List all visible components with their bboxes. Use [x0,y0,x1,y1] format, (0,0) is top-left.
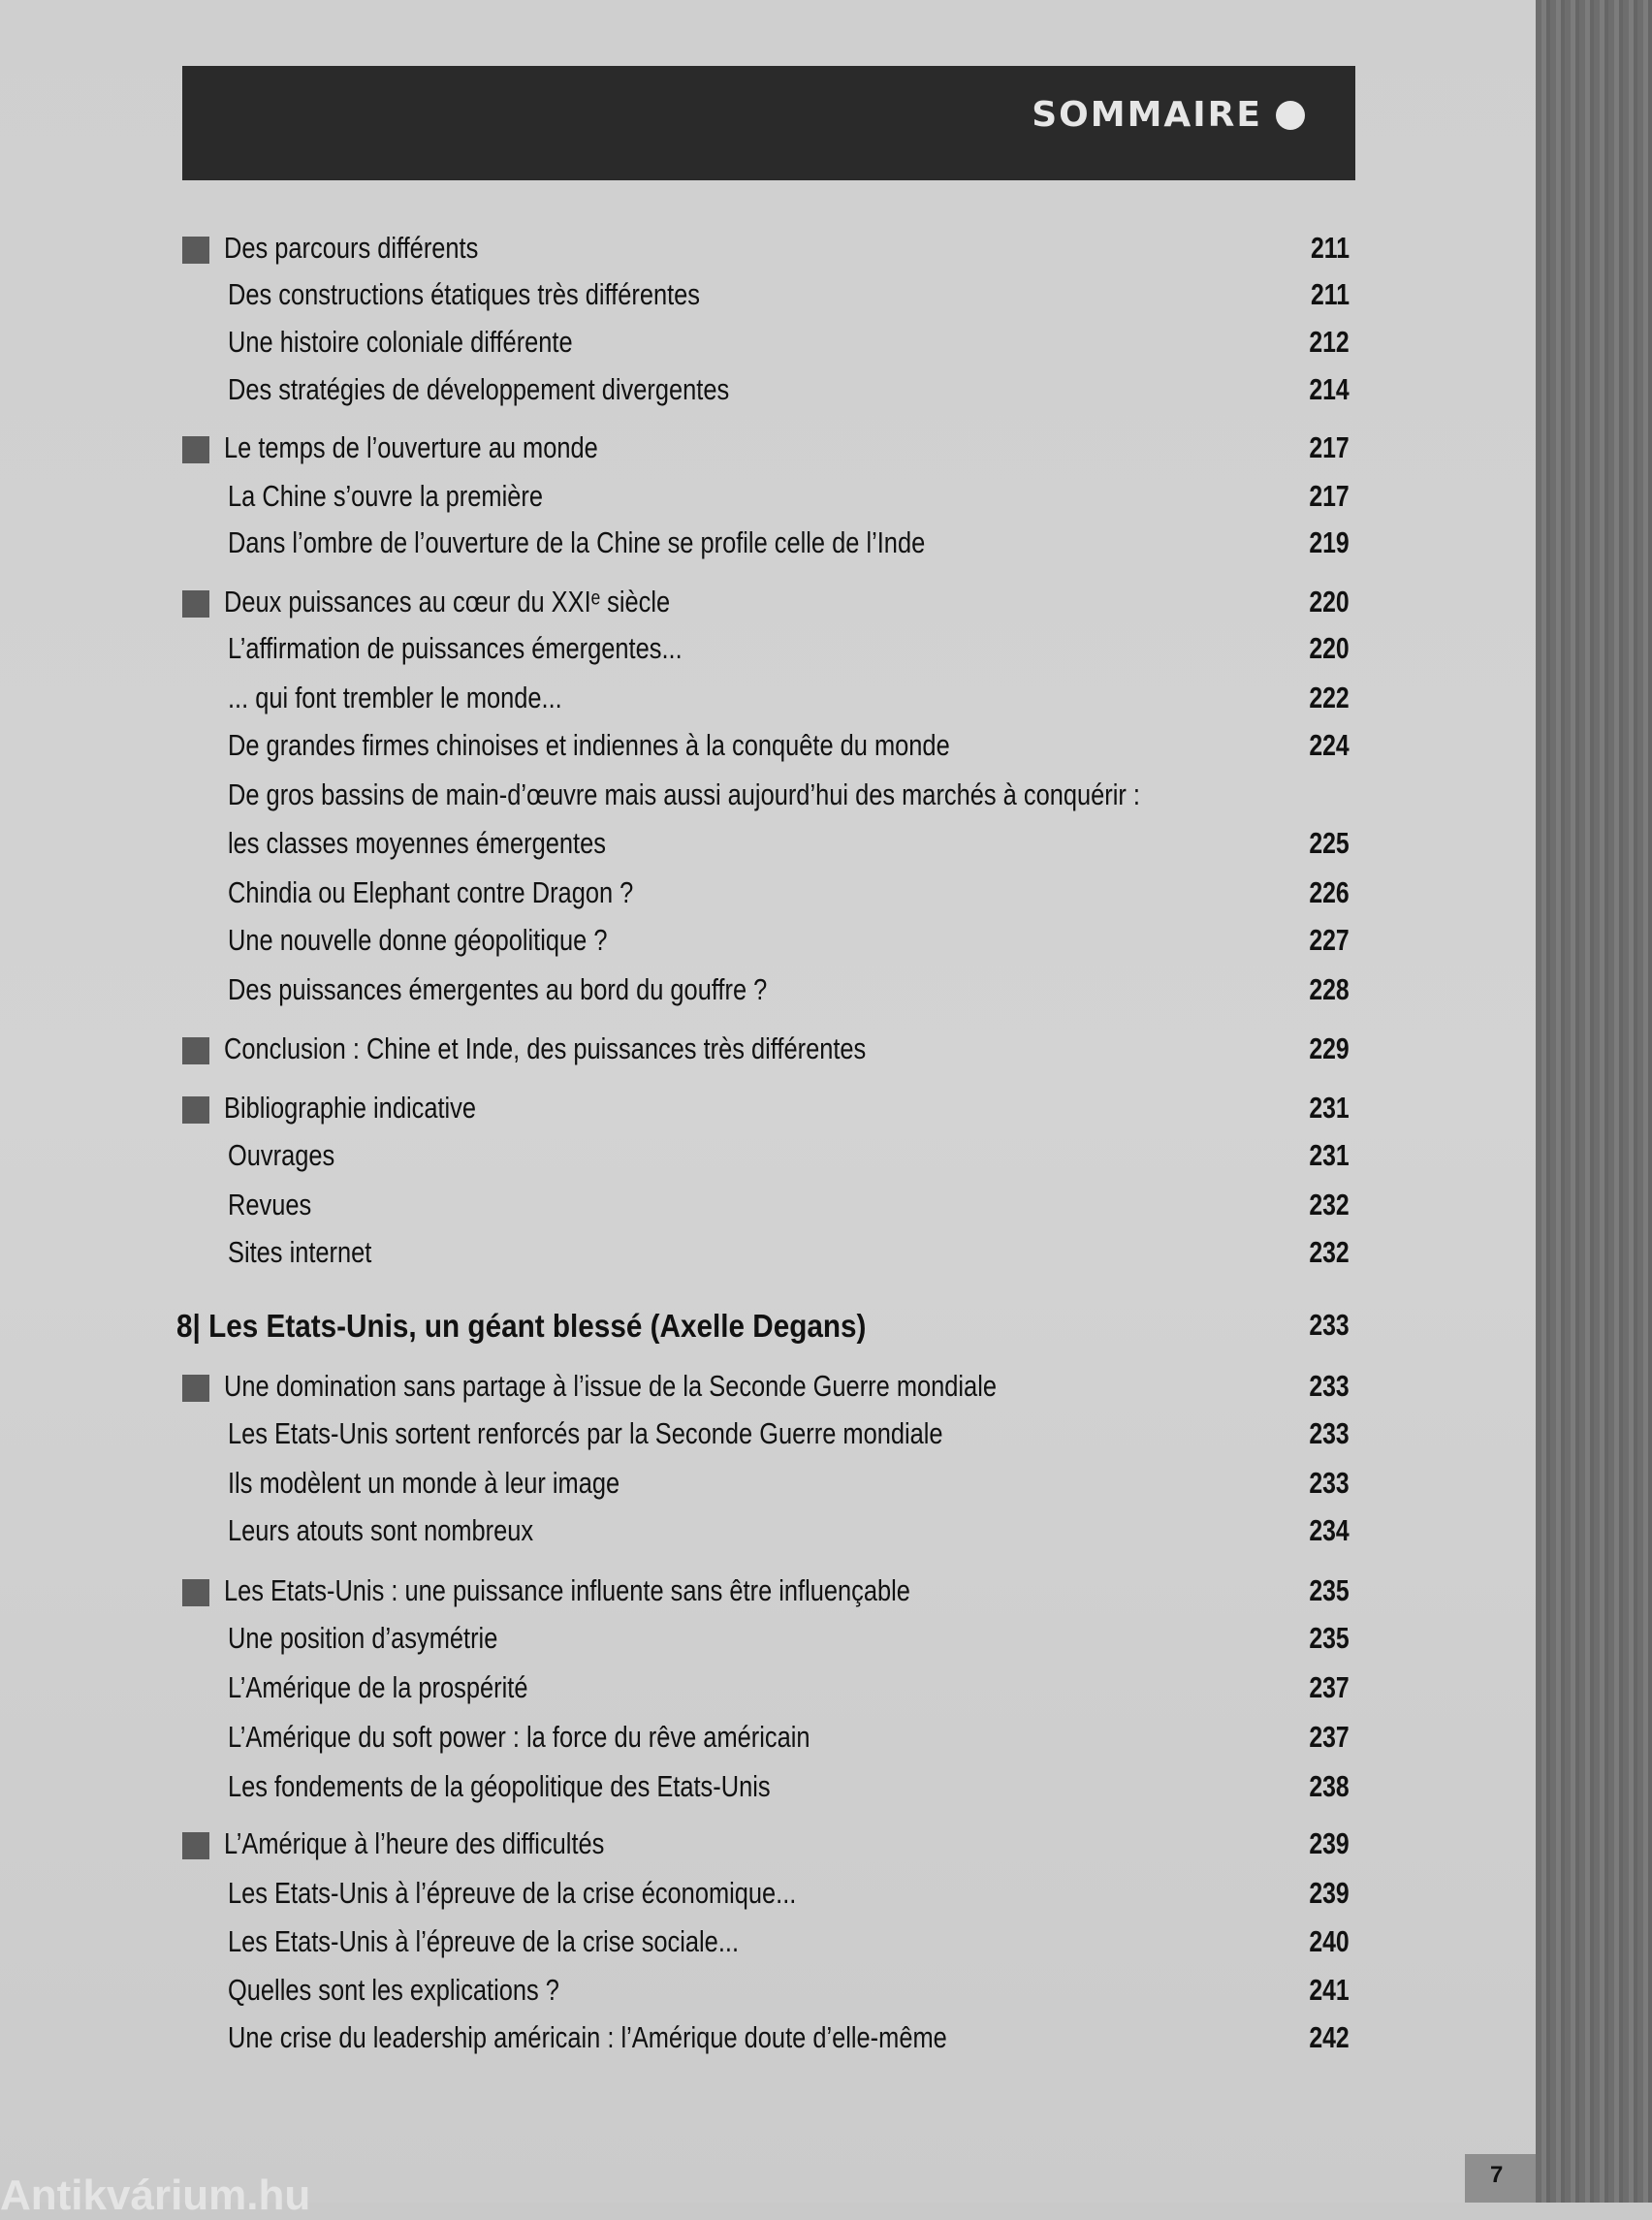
toc-entry-page: 242 [1309,2019,1350,2054]
toc-entry-item [0,1233,1536,1276]
toc-entry-page: 233 [1309,1465,1350,1500]
toc-entry-title: Des parcours différents [224,230,479,265]
toc-entry-page: 217 [1309,429,1350,464]
toc-entry-page: 237 [1309,1719,1350,1754]
toc-entry-item [0,275,1536,318]
toc-entry-section [0,229,1536,271]
toc-entry-page: 233 [1309,1415,1350,1450]
toc-entry-title: 8| Les Etats-Unis, un géant blessé (Axelle Degans) [176,1308,867,1345]
toc-entry-item [0,1874,1536,1917]
toc-entry-title: Quelles sont les explications ? [228,1972,559,2007]
toc-entry-page: 214 [1309,372,1350,407]
toc-entry-item [0,629,1536,672]
toc-entry-section [0,1824,1536,1867]
toc-entry-section [0,1030,1536,1072]
toc-entry-item [0,370,1536,413]
watermark: Antikvárium.hu [0,2172,311,2219]
toc-entry-page: 235 [1309,1573,1350,1608]
toc-entry-item [0,726,1536,769]
toc-entry-item [0,970,1536,1013]
toc-entry-title: La Chine s’ouvre la première [228,479,543,514]
page-number-box [1465,2154,1536,2203]
toc-entry-title: Revues [228,1187,312,1221]
toc-entry-item [0,921,1536,964]
toc-entry-page: 241 [1309,1972,1350,2007]
square-bullet-icon [182,1832,209,1859]
toc-entry-item [0,1619,1536,1662]
toc-entry-title: Ouvrages [228,1137,335,1172]
toc-entry-item [0,776,1536,818]
toc-entry-title: Les Etats-Unis : une puissance influente sans être influençable [224,1573,910,1608]
toc-entry-page: 233 [1309,1368,1350,1403]
toc-entry-page: 219 [1309,525,1350,560]
toc-entry-title: Une position d’asymétrie [228,1621,498,1656]
toc-entry-page: 224 [1309,727,1350,762]
toc-entry-item [0,477,1536,520]
square-bullet-icon [182,1375,209,1402]
square-bullet-icon [182,436,209,463]
toc-entry-title: L’Amérique de la prospérité [228,1670,528,1705]
toc-entry-title: Une nouvelle donne géopolitique ? [228,923,608,958]
toc-entry-title: Les Etats-Unis à l’épreuve de la crise économique... [228,1875,797,1910]
toc-entry-item [0,873,1536,916]
toc-entry-title: Conclusion : Chine et Inde, des puissances très différentes [224,1031,867,1065]
square-bullet-icon [182,590,209,618]
toc-entry-page: 239 [1309,1825,1350,1860]
square-bullet-icon [182,237,209,264]
toc-entry-page: 231 [1309,1137,1350,1172]
toc-entry-title: Les Etats-Unis à l’épreuve de la crise sociale... [228,1924,740,1959]
toc-entry-title: Une domination sans partage à l’issue de la Seconde Guerre mondiale [224,1368,997,1403]
toc-entry-page: 231 [1309,1090,1350,1125]
toc-entry-item [0,1668,1536,1711]
toc-entry-page: 211 [1310,276,1350,311]
square-bullet-icon [182,1579,209,1606]
toc-entry-title: L’affirmation de puissances émergentes... [228,630,683,665]
toc-entry-item [0,1971,1536,2014]
toc-entry-page: 217 [1309,479,1350,514]
toc-entry-page: 220 [1309,630,1350,665]
toc-entry-page: 227 [1309,923,1350,958]
background-edge [1536,0,1652,2203]
toc-entry-chapter [0,1306,1536,1348]
toc-entry-page: 229 [1309,1031,1350,1065]
toc-entry-page: 222 [1309,680,1350,714]
toc-entry-page: 226 [1309,875,1350,909]
toc-entry-section [0,1571,1536,1614]
toc-entry-page: 240 [1309,1924,1350,1959]
toc-entry-title: Sites internet [228,1234,372,1269]
toc-entry-page: 239 [1309,1875,1350,1910]
toc-entry-page: 232 [1309,1234,1350,1269]
toc-entry-title: Des stratégies de développement divergentes [228,372,730,407]
page-number: 7 [1490,2162,1504,2188]
header-title: SOMMAIRE [1032,95,1262,135]
toc-entry-title: Des constructions étatiques très différentes [228,276,701,311]
toc-entry-page: 233 [1309,1308,1350,1343]
square-bullet-icon [182,1096,209,1124]
toc-entry-title: Bibliographie indicative [224,1090,477,1125]
toc-entry-page: 234 [1309,1512,1350,1547]
toc-entry-item [0,1511,1536,1554]
header-dot-icon [1276,101,1305,130]
toc-entry-item [0,523,1536,566]
toc-entry-title: Dans l’ombre de l’ouverture de la Chine se profile celle de l’Inde [228,525,926,560]
toc-entry-item [0,1767,1536,1810]
toc-entry-item [0,1414,1536,1457]
toc-entry-section [0,583,1536,625]
toc-entry-page: 211 [1310,230,1350,265]
toc-entry-title: De gros bassins de main-d’œuvre mais aussi aujourd’hui des marchés à conquérir : [228,777,1140,811]
toc-entry-title: Deux puissances au cœur du XXIᵉ siècle [224,585,671,619]
toc-entry-title: Chindia ou Elephant contre Dragon ? [228,875,634,909]
toc-entry-page: 237 [1309,1670,1350,1705]
toc-entry-item [0,1186,1536,1228]
toc-entry-item [0,1718,1536,1760]
toc-entry-section [0,428,1536,471]
toc-entry-title: L’Amérique à l’heure des difficultés [224,1825,605,1860]
toc-entry-item [0,824,1536,867]
toc-entry-item [0,2018,1536,2061]
toc-entry-title: Les fondements de la géopolitique des Etats-Unis [228,1768,771,1803]
toc-entry-section [0,1089,1536,1131]
toc-entry-title: De grandes firmes chinoises et indiennes à la conquête du monde [228,727,950,762]
toc-entry-title: Une crise du leadership américain : l’Amérique doute d’elle-même [228,2019,947,2054]
toc-entry-item [0,1136,1536,1179]
toc-entry-page: 232 [1309,1187,1350,1221]
toc-entry-item [0,1922,1536,1965]
toc-entry-item [0,1464,1536,1506]
toc-entry-title: Une histoire coloniale différente [228,325,573,359]
square-bullet-icon [182,1037,209,1064]
toc-entry-title: Leurs atouts sont nombreux [228,1512,534,1547]
toc-entry-title: Ils modèlent un monde à leur image [228,1465,620,1500]
toc-entry-title: L’Amérique du soft power : la force du rêve américain [228,1719,810,1754]
toc-entry-title: ... qui font trembler le monde... [228,680,562,714]
toc-entry-title: les classes moyennes émergentes [228,826,606,861]
toc-entry-page: 225 [1309,826,1350,861]
toc-entry-page: 228 [1309,971,1350,1006]
toc-entry-page: 238 [1309,1768,1350,1803]
toc-entry-section [0,1367,1536,1410]
summary-header-bar [182,66,1355,180]
toc-entry-page: 235 [1309,1621,1350,1656]
toc-entry-title: Des puissances émergentes au bord du gouffre ? [228,971,768,1006]
toc-entry-page: 212 [1309,325,1350,359]
toc-entry-title: Les Etats-Unis sortent renforcés par la Seconde Guerre mondiale [228,1415,943,1450]
toc-entry-page: 220 [1309,585,1350,619]
toc-entry-title: Le temps de l’ouverture au monde [224,429,598,464]
toc-entry-item [0,679,1536,721]
toc-entry-item [0,323,1536,365]
